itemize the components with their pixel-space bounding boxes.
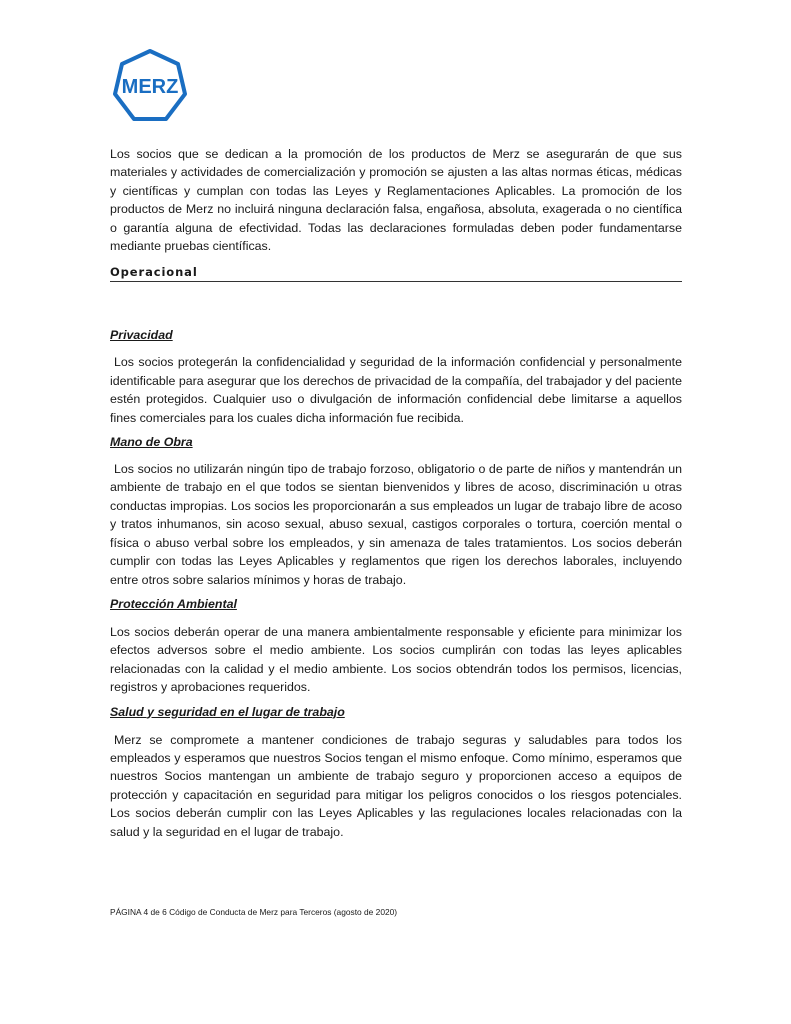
- merz-logo: [111, 48, 189, 124]
- body-proteccion-ambiental: Los socios deberán operar de una manera ambientalmente responsable y eficiente para minimizar los efectos adversos sobre el medio ambiente. Los socios cumplirán con todas las leyes aplicables relacionadas con la calidad y el medio ambiente. Los socios obtendrán todos los permisos, licencias, registros y aprobaciones requeridos.: [110, 624, 682, 695]
- body-privacidad: Los socios protegerán la confidencialidad y seguridad de la información confidencial y personalmente identificable para asegurar que los derechos de privacidad de la compañía, del trabajador y del paciente estén protegidos. Cualquier uso o divulgación de información confidencial debe limitarse a aquellos fines comerciales para los cuales dicha información fue recibida.: [110, 355, 682, 425]
- merz-logo-text: MERZ: [121, 76, 179, 98]
- heading-proteccion-ambiental: Protección Ambiental: [110, 596, 237, 611]
- section-salud-seguridad: [110, 703, 682, 841]
- intro-paragraph: Los socios que se dedican a la promoción de los productos de Merz se asegurarán de que sus materiales y actividades de comercialización y promoción se ajusten a las altas normas éticas, médicas y científicas y cumplan con todas las Leyes y Reglamentaciones Aplicables. La promoción de los productos de Merz no incluirá ninguna declaración falsa, engañosa, absoluta, exagerada o no científica o garantía alguna de efectividad. Todas las declaraciones formuladas deben poder fundamentarse mediante pruebas científicas.: [110, 147, 682, 254]
- document-body: [110, 145, 682, 841]
- section-title-operacional: Operacional: [110, 265, 682, 282]
- body-salud-seguridad: Merz se compromete a mantener condiciones de trabajo seguras y saludables para todos los empleados y esperamos que nuestros Socios tengan el mismo enfoque. Como mínimo, esperamos que nuestros Socios mantengan un ambiente de trabajo seguro y proporcionen acceso a equipos de protección y capacitación en seguridad para mitigar los peligros conocidos o los riesgos potenciales. Los socios deberán cumplir con las Leyes Aplicables y las regulaciones locales relacionadas con la salud y la seguridad en el lugar de trabajo.: [110, 732, 682, 839]
- section-privacidad: [110, 326, 682, 427]
- section-mano-de-obra: [110, 433, 682, 589]
- heading-mano-de-obra: Mano de Obra: [110, 435, 193, 450]
- body-mano-de-obra: Los socios no utilizarán ningún tipo de trabajo forzoso, obligatorio o de parte de niños y mantendrán un ambiente de trabajo en el que todos se sientan bienvenidos y libres de acoso, discriminación u otras conductas impropias. Los socios les proporcionarán a sus empleados un lugar de trabajo libre de acoso y tratos inhumanos, sin acoso sexual, abuso sexual, castigos corporales o tortura, coerción mental o física o abuso verbal sobre los empleados, y sin amenaza de tales tratamientos. Los socios deberán cumplir con todas las Leyes Aplicables y reglamentos que rigen los derechos laborales, incluyendo entre otros sobre salarios mínimos y horas de trabajo.: [110, 462, 682, 587]
- section-proteccion-ambiental: [110, 595, 682, 697]
- heading-salud-seguridad: Salud y seguridad en el lugar de trabajo: [110, 704, 345, 719]
- heading-privacidad: Privacidad: [110, 328, 173, 343]
- page-footer: PÁGINA 4 de 6 Código de Conducta de Merz para Terceros (agosto de 2020): [110, 907, 398, 917]
